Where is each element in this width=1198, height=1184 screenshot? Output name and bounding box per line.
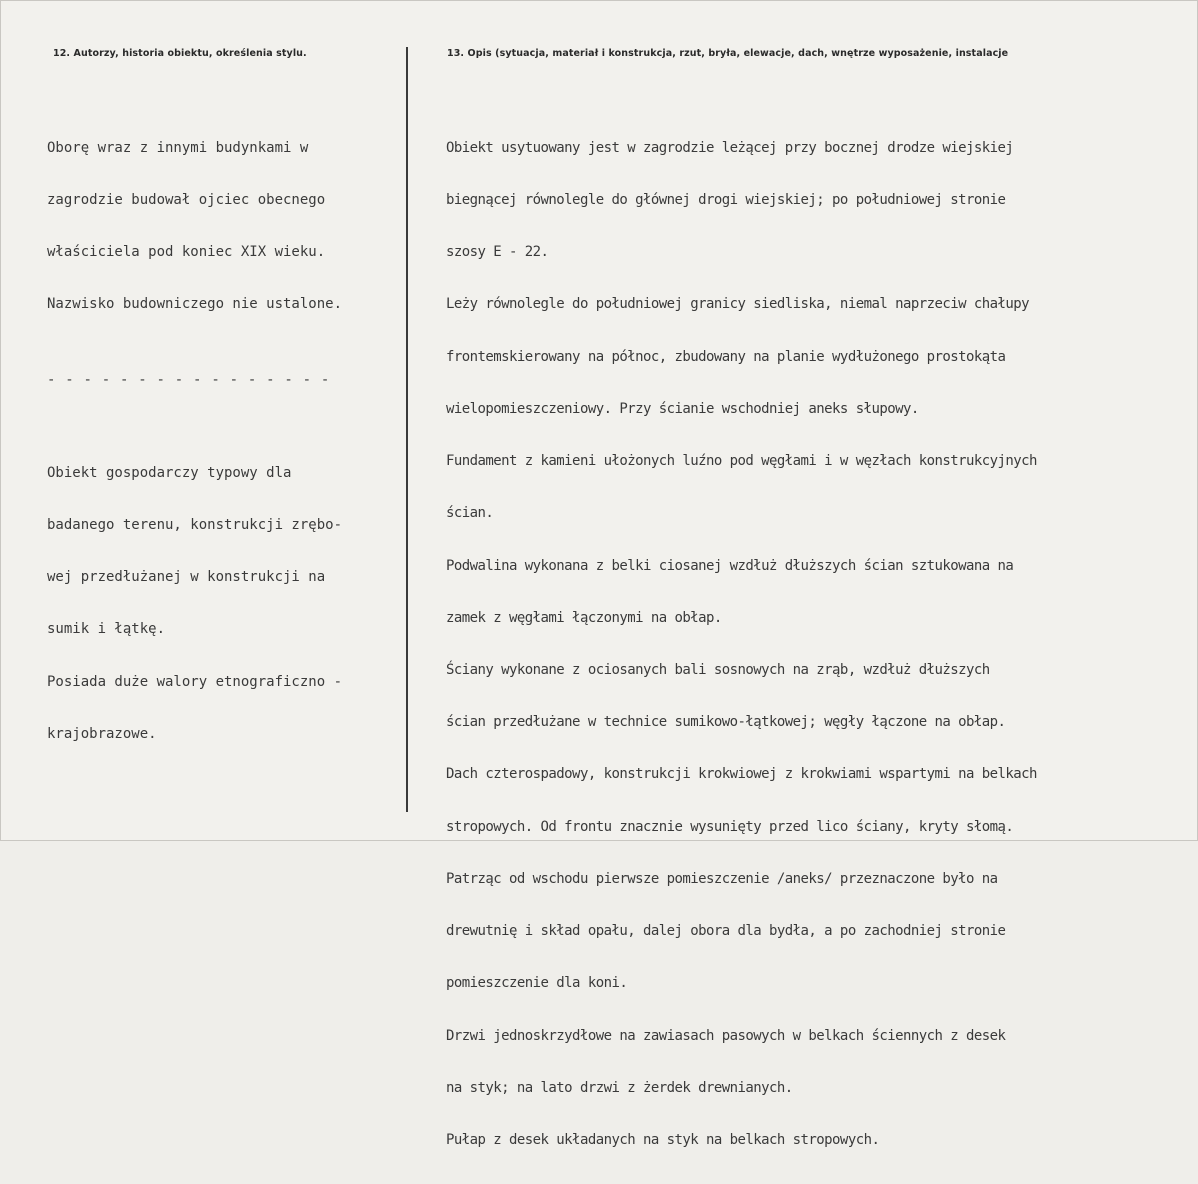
object-description-text: [446, 105, 1037, 1184]
text-line: Nazwisko budowniczego nie ustalone.: [47, 296, 343, 313]
text-line: zagrodzie budował ojciec obecnego: [47, 192, 326, 209]
text-line: krajobrazowe.: [47, 725, 157, 742]
text-line: Oborę wraz z innymi budynkami w: [47, 139, 309, 156]
text-line: drewutnię i skład opału, dalej obora dla bydła, a po zachodniej stronie: [446, 923, 1006, 940]
section-13-header: 13. Opis (sytuacja, materiał i konstrukcja, rzut, bryła, elewacje, dach, wnętrze wyposażenie, instalacje: [447, 48, 1009, 59]
text-line: szosy E - 22.: [446, 244, 549, 261]
text-line: pomieszczenie dla koni.: [446, 975, 628, 992]
text-line: badanego terenu, konstrukcji zrębo-: [47, 517, 343, 534]
text-line: frontemskierowany na północ, zbudowany na planie wydłużonego prostokąta: [446, 348, 1006, 365]
style-assessment-text: [47, 430, 342, 778]
section-12-header: 12. Autorzy, historia obiektu, określenia stylu.: [53, 48, 307, 59]
text-line: stropowych. Od frontu znacznie wysunięty przed lico ściany, kryty słomą.: [446, 818, 1014, 835]
text-line: wielopomieszczeniowy. Przy ścianie wschodniej aneks słupowy.: [446, 400, 919, 417]
text-line: na styk; na lato drzwi z żerdek drewnianych.: [446, 1079, 793, 1096]
text-line: Patrząc od wschodu pierwsze pomieszczenie /aneks/ przeznaczone było na: [446, 870, 998, 887]
text-line: zamek z węgłami łączonymi na obłap.: [446, 609, 722, 626]
dashed-separator: - - - - - - - - - - - - - - - -: [47, 372, 330, 388]
column-divider: [406, 47, 408, 812]
text-line: Drzwi jednoskrzydłowe na zawiasach pasowych w belkach ściennych z desek: [446, 1027, 1006, 1044]
text-line: Ściany wykonane z ociosanych bali sosnowych na zrąb, wzdłuż dłuższych: [446, 662, 990, 678]
text-line: Posiada duże walory etnograficzno -: [47, 673, 343, 690]
authors-history-text: [47, 105, 342, 349]
text-line: Fundament z kamieni ułożonych luźno pod węgłami i w węzłach konstrukcyjnych: [446, 453, 1037, 470]
text-line: biegnącej równolegle do głównej drogi wiejskiej; po południowej stronie: [446, 192, 1006, 209]
text-line: sumik i łątkę.: [47, 621, 166, 638]
text-line: ścian.: [446, 505, 494, 522]
text-line: Pułap z desek układanych na styk na belkach stropowych.: [446, 1131, 880, 1148]
text-line: wej przedłużanej w konstrukcji na: [47, 569, 326, 586]
text-line: Obiekt usytuowany jest w zagrodzie leżącej przy bocznej drodze wiejskiej: [446, 139, 1014, 156]
text-line: Leży równolegle do południowej granicy siedliska, niemal naprzeciw chałupy: [446, 296, 1030, 313]
text-line: właściciela pod koniec XIX wieku.: [47, 244, 326, 261]
text-line: Podwalina wykonana z belki ciosanej wzdłuż dłuższych ścian sztukowana na: [446, 557, 1014, 574]
text-line: ścian przedłużane w technice sumikowo-łątkowej; węgły łączone na obłap.: [446, 714, 1006, 731]
text-line: Obiekt gospodarczy typowy dla: [47, 464, 292, 481]
text-line: Dach czterospadowy, konstrukcji krokwiowej z krokwiami wspartymi na belkach: [446, 766, 1037, 783]
